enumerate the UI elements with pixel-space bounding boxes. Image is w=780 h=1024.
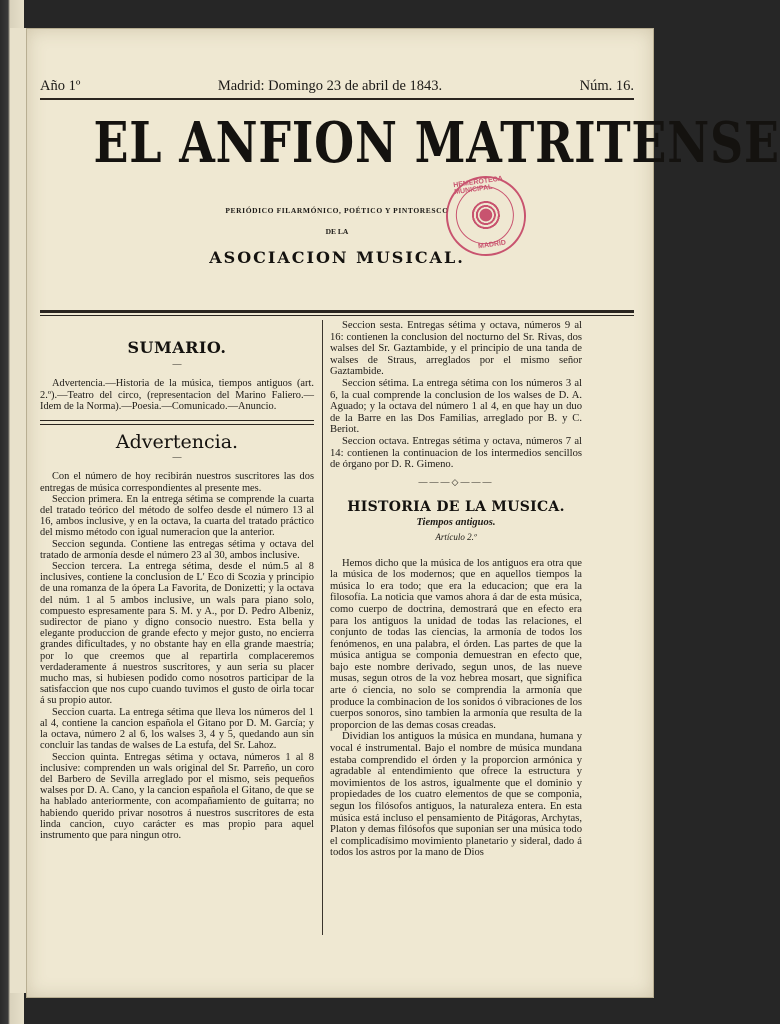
issue-number: Núm. 16. xyxy=(579,78,634,94)
sumario-dash: — xyxy=(172,359,182,370)
newspaper-publisher: ASOCIACION MUSICAL. xyxy=(209,248,465,267)
advertencia-paragraph: Seccion quinta. Entregas sétima y octava, números 1 al 8 inclusive: comprenden un wals original del Sr. Parreño, un coro del Barbero de Sevilla arreglado por el mismo, seis pequeños walses por D. A. Cano, y la cancion española el Gitano, de que se ha hablado anteriormente, con acompañamiento de guitarra; no habiendo querido privar nosotros á nuestros suscritores de esta linda cancion, cuyo carácter es mas propio para aquel instrumento que para ningun otro. xyxy=(40,751,314,841)
newspaper-title: EL ANFION MATRITENSE xyxy=(93,110,780,176)
newspaper-subtitle-connector: DE LA xyxy=(325,227,349,236)
advertencia-dash: — xyxy=(172,452,182,463)
issue-line xyxy=(40,78,634,95)
historia-paragraph: Dividian los antiguos la música en mundana, humana y vocal é instrumental. Bajo el nombre de música mundana estaba comprendido el órden y la proporcion armónica y agradable al entendimiento que ofrece la estructura y movimientos de los astros, igualmente que el dominio y propiedades de los cuatro elementos de que se componia, segun los filósofos antiguos, la naturaleza entera. En esta música está incluso el pensamiento de Pitágoras, Archytas, Platon y demas filósofos que suponian ser una música todo el complicadísimo movimiento planetario y sideral, dado á todos los astros por la mano de Dios xyxy=(330,731,582,859)
seccion-paragraph: Seccion sesta. Entregas sétima y octava, números 9 al 16: contienen la conclusion del nocturno del Sr. Rivas, dos walses del Sr. Gaztambide, y el principio de una tanda de walses de Straus, arreglados por el mismo señor Gaztambide. xyxy=(330,320,582,378)
issue-year: Año 1º xyxy=(40,78,81,94)
stamp-top-text: HEMEROTECA MUNICIPAL xyxy=(452,175,504,197)
header-rule-top xyxy=(40,98,634,100)
header-rule-bottom-thin xyxy=(40,315,634,316)
facing-page-edge xyxy=(0,0,24,1024)
sumario-heading: SUMARIO. xyxy=(127,338,227,357)
advertencia-paragraph: Seccion primera. En la entrega sétima se comprende la cuarta del tratado teórico del método de solfeo desde el número 13 al 16, ambos inclusive, y en la octava, la cuarta del tratado práctico del mismo método con igual numeracion que la anterior. xyxy=(40,493,314,539)
right-column xyxy=(330,320,582,859)
left-column xyxy=(40,320,314,841)
seccion-paragraph: Seccion sétima. La entrega sétima con los números 3 al 6, la cual comprende la conclusion de los walses de D. A. Aguado; y la octava del número 1 al 4, en que hay un duo de la Barre en las Dos Familias, arreglado por B. y C. Beriot. xyxy=(330,377,582,436)
section-divider xyxy=(40,420,314,425)
advertencia-paragraph: Seccion segunda. Contiene las entregas sétima y octava del tratado de armonía desde el número 23 al 30, ambos inclusive. xyxy=(40,538,314,561)
historia-heading: HISTORIA DE LA MUSICA. xyxy=(347,498,565,515)
advertencia-paragraph: Seccion tercera. La entrega sétima, desde el núm.5 al 8 inclusives, contiene la conclusion de L' Eco di Scozia y principio de una romanza de la ópera La Favorita, de Donizetti; y la octava del núm. 1 al 5 ambos inclusive, un wals para piano solo, compuesto espresamente para S. M. y A., por D. Pedro Albeniz, sudirector de piano y digno consocio nuestro. Esta bella y elegante produccion de grande efecto y mejor gusto, no encierra grandes dificultades, y no obstante hay en ella grande maestría; por lo que creemos que al repartirla complaceremos verdaderamente á nuestros suscritores, y aun seria su placer mucho mas, si hubiesen podido como nosotros participar de la satisfaccion que nos cupo cuando tuvimos el gusto de oirla tocar á su propio autor. xyxy=(40,561,314,707)
header-rule-bottom xyxy=(40,310,634,313)
advertencia-paragraph: Con el número de hoy recibirán nuestros suscritores las dos entregas de música correspondientes al presente mes. xyxy=(40,471,314,494)
advertencia-heading: Advertencia. xyxy=(115,431,239,454)
article-number: Artículo 2.º xyxy=(435,532,477,543)
column-divider xyxy=(322,320,323,935)
sumario-text: Advertencia.—Historia de la música, tiempos antiguos (art. 2.º).—Teatro del circo, (representacion del Marino Faliero.—Idem de la Norma).—Poesia.—Comunicado.—Anuncio. xyxy=(40,378,314,412)
seccion-paragraph: Seccion octava. Entregas sétima y octava, números 7 al 14: contienen la continuacion de los intermedios sencillos de órgano por D. R. Gimeno. xyxy=(330,435,582,471)
issue-date: Madrid: Domingo 23 de abril de 1843. xyxy=(217,78,443,94)
ornament-divider: ———◇——— xyxy=(418,476,494,487)
historia-paragraph: Hemos dicho que la música de los antiguos era otra que la música de los modernos; que en aquellos tiempos la música lo era todo; que era la educacion; que era la filosofía. La noticia que vamos ahora á dar de esta música, como cuerpo de doctrina, demostrará que en efecto era para los antiguos la unidad de todas las relaciones, el conjunto de todas las ciencias, la armonía de todos los fenómenos, en una palabra, el órden. Las partes de que la música antigua se componia demuestran en efecto que, bajo este nombre derivado, segun unos, de las nueve musas, segun otros de la voz hebrea mosart, que significa arte ó ciencia, no solo se comprendia la armonía que produce la combinacion de los sonidos ó vibraciones de los cuerpos sonoros, sino tambien la armonía que resulta de la proporcion de las demas cosas creadas. xyxy=(330,557,582,731)
newspaper-subtitle: PERIÓDICO FILARMÓNICO, POÉTICO Y PINTORESCO xyxy=(225,206,449,215)
stamp-bottom-text: MADRID xyxy=(477,239,507,251)
advertencia-paragraph: Seccion cuarta. La entrega sétima que lleva los números del 1 al 4, contiene la cancion española el Gitano por D. M. García; y la octava, número 2 al 6, los walses 3, 4 y 5, quedando aun sin concluir las tandas de walses de La estufa, del Sr. Lahoz. xyxy=(40,706,314,752)
historia-subheading: Tiempos antiguos. xyxy=(416,517,496,529)
